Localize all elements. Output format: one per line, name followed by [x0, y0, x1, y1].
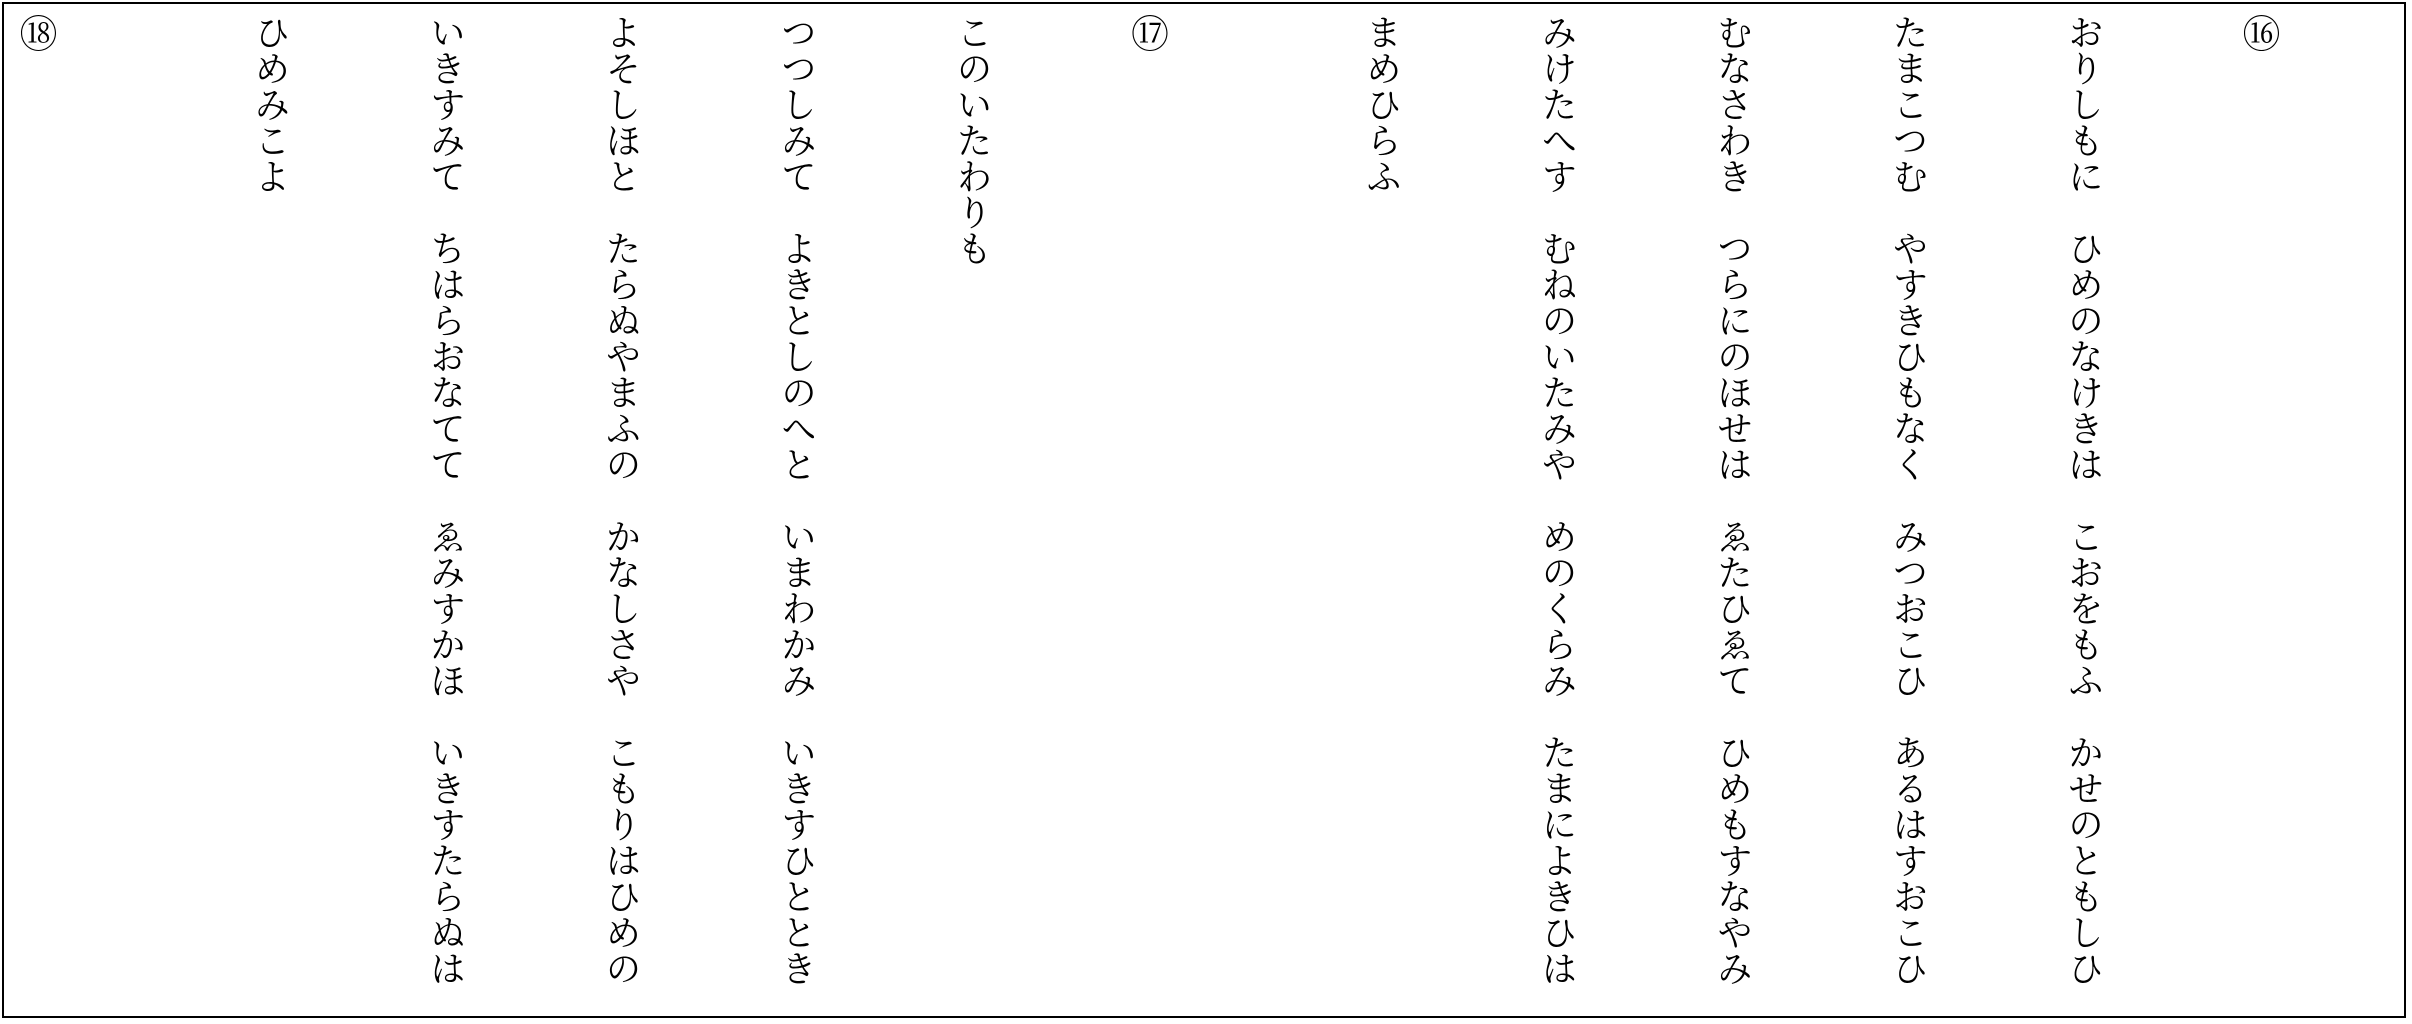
poem-17-line-4: いきすみて ちはらおなてて ゑみすかほ いきすたらぬは: [424, 14, 466, 986]
poem-18-number: ⑱: [13, 14, 57, 52]
poem-17-line-3: よそしほと たらぬやまふの かなしさや こもりはひめの: [600, 14, 641, 986]
poem-17-line-1: このいたわりも: [951, 14, 992, 266]
poem-17-line-2: つつしみて よきとしのへと いまわかみ いきすひととき: [775, 14, 817, 986]
document-frame: [2, 2, 2406, 1018]
poem-16-number: ⑯: [2236, 14, 2280, 52]
vertical-text-column-area: [13, 14, 2404, 1014]
poem-16-line-5: まめひらふ: [1360, 14, 1402, 194]
poem-17-line-5: ひめみこよ: [249, 14, 290, 194]
poem-16-line-2: たまこつむ やすきひもなく みつおこひ あるはすおこひ: [1887, 14, 1928, 986]
poem-16-line-3: むなさわき つらにのほせは ゑたひゑて ひめもすなやみ: [1711, 14, 1753, 986]
poem-16-line-4: みけたへす むねのいたみや めのくらみ たまによきひは: [1536, 14, 1577, 986]
poem-16-line-1: おりしもに ひめのなけきは こおをもふ かせのともしひ: [2062, 14, 2104, 986]
poem-17-number: ⑰: [1124, 14, 1169, 52]
